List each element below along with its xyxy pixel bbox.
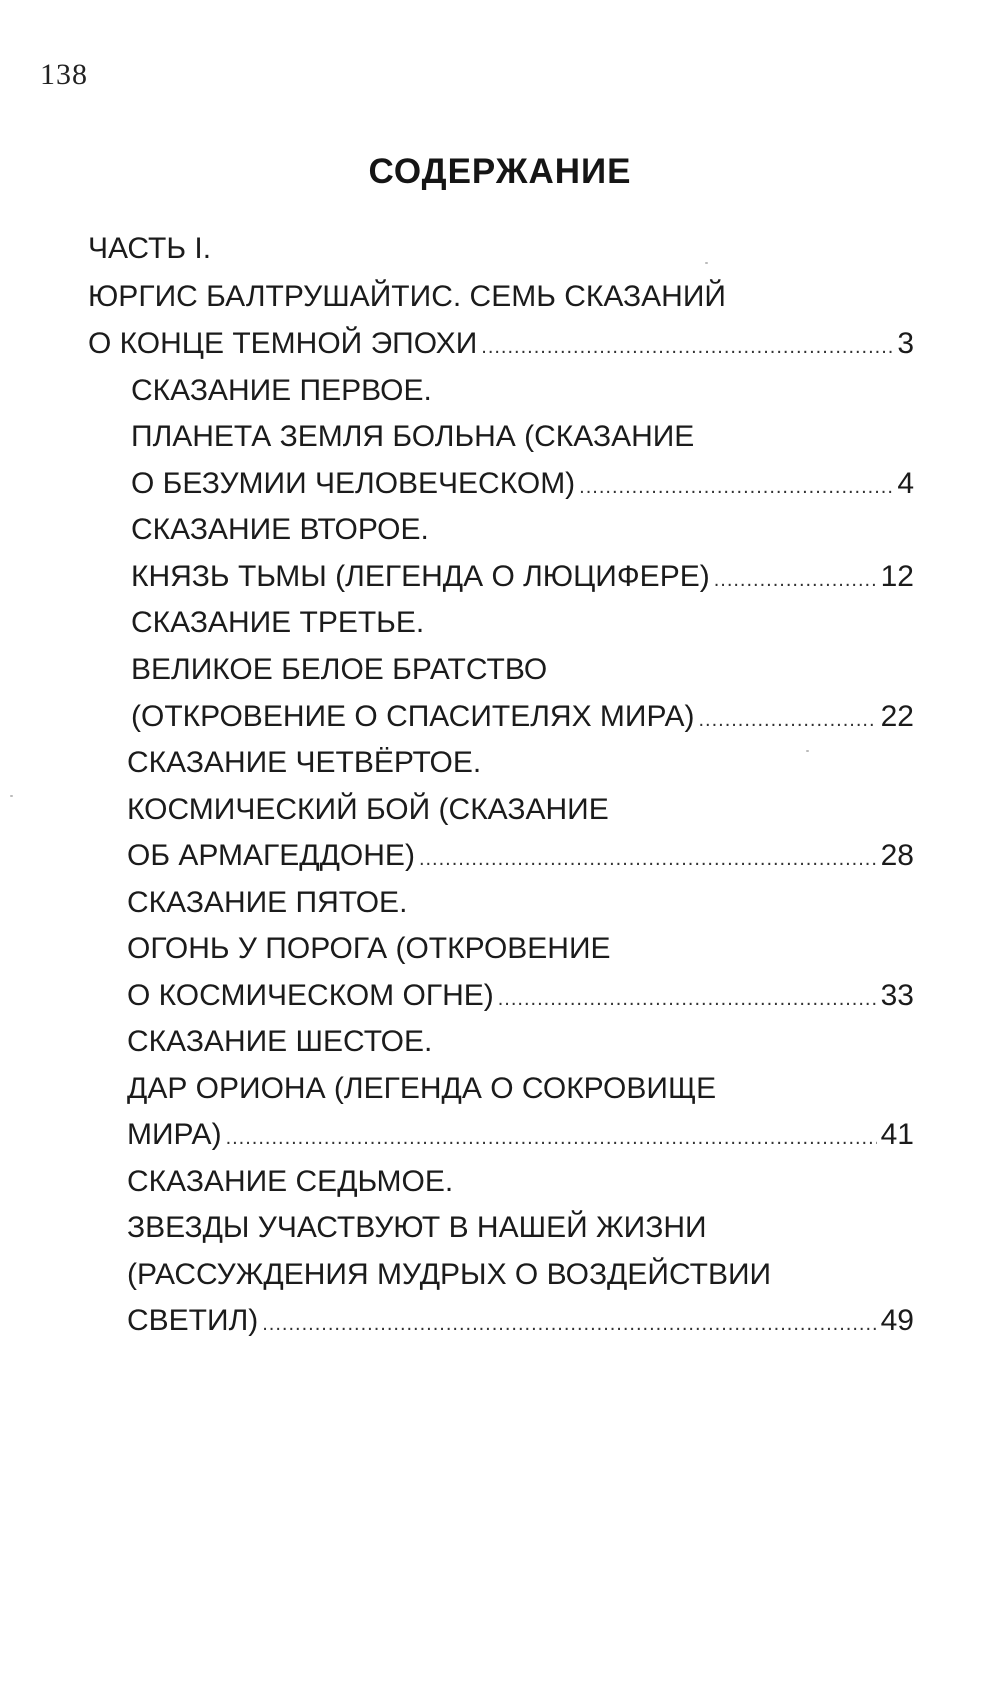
tale-heading-text: СКАЗАНИЕ ТРЕТЬЕ. — [131, 606, 425, 639]
toc-page-number: 49 — [880, 1304, 914, 1337]
toc-entry-text: КНЯЗЬ ТЬМЫ (ЛЕГЕНДА О ЛЮЦИФЕРЕ) — [131, 560, 710, 593]
tale-title-text: КОСМИЧЕСКИЙ БОЙ (СКАЗАНИЕ — [127, 793, 609, 826]
tale-heading-text: СКАЗАНИЕ ПЯТОЕ. — [127, 886, 408, 919]
toc-entry-text: (ОТКРОВЕНИЕ О СПАСИТЕЛЯХ МИРА) — [131, 700, 695, 733]
tale-heading-text: СКАЗАНИЕ ЧЕТВЁРТОЕ. — [127, 746, 482, 779]
tale-title-line — [127, 932, 914, 976]
dot-leader — [698, 709, 876, 732]
scan-speck — [705, 262, 708, 264]
part-label — [88, 232, 914, 276]
tale-title-line — [127, 1072, 914, 1116]
scan-speck — [10, 795, 13, 797]
toc-entry-text: О БЕЗУМИИ ЧЕЛОВЕЧЕСКОМ) — [131, 467, 576, 500]
tale-title-line — [131, 653, 914, 697]
toc-entry-tale-6[interactable] — [127, 1118, 914, 1162]
dot-leader — [498, 988, 877, 1011]
tale-heading — [127, 746, 914, 790]
tale-heading-text: СКАЗАНИЕ ВТОРОЕ. — [131, 513, 429, 546]
toc-page-number: 22 — [880, 700, 914, 733]
part-title-text: ЮРГИС БАЛТРУШАЙТИС. СЕМЬ СКАЗАНИЙ — [88, 280, 726, 313]
tale-heading-text: СКАЗАНИЕ ШЕСТОЕ. — [127, 1025, 433, 1058]
toc-entry-tale-3[interactable] — [131, 700, 914, 744]
tale-heading — [127, 1025, 914, 1069]
toc-page-number: 41 — [880, 1118, 914, 1151]
dot-leader — [579, 476, 893, 499]
tale-title-text: (РАССУЖДЕНИЯ МУДРЫХ О ВОЗДЕЙСТВИИ — [127, 1258, 772, 1291]
tale-heading — [127, 1165, 914, 1209]
part-title-line — [88, 280, 914, 324]
tale-title-text: ПЛАНЕТА ЗЕМЛЯ БОЛЬНА (СКАЗАНИЕ — [131, 420, 695, 453]
dot-leader — [262, 1313, 876, 1336]
tale-heading — [127, 886, 914, 930]
page-number: 138 — [40, 58, 88, 91]
toc-page-number: 28 — [880, 839, 914, 872]
tale-title-line — [127, 793, 914, 837]
toc-entry-text: О КОСМИЧЕСКОМ ОГНЕ) — [127, 979, 494, 1012]
part-label-text: ЧАСТЬ I. — [88, 232, 212, 265]
tale-title-line — [127, 1211, 914, 1255]
tale-title-text: ВЕЛИКОЕ БЕЛОЕ БРАТСТВО — [131, 653, 548, 686]
toc-entry-part[interactable] — [88, 327, 914, 371]
dot-leader — [714, 569, 877, 592]
toc-entry-tale-2[interactable] — [131, 560, 914, 604]
tale-title-text: ДАР ОРИОНА (ЛЕГЕНДА О СОКРОВИЩЕ — [127, 1072, 717, 1105]
toc-page-number: 33 — [880, 979, 914, 1012]
toc-entry-tale-7[interactable] — [127, 1304, 914, 1348]
toc-entry-text: СВЕТИЛ) — [127, 1304, 259, 1337]
tale-title-text: ЗВЕЗДЫ УЧАСТВУЮТ В НАШЕЙ ЖИЗНИ — [127, 1211, 707, 1244]
toc-entry-text: О КОНЦЕ ТЕМНОЙ ЭПОХИ — [88, 327, 478, 360]
tale-heading — [131, 374, 914, 418]
toc-entry-tale-4[interactable] — [127, 839, 914, 883]
tale-title-text: ОГОНЬ У ПОРОГА (ОТКРОВЕНИЕ — [127, 932, 611, 965]
dot-leader — [419, 848, 877, 871]
toc-entry-tale-1[interactable] — [131, 467, 914, 511]
toc-entry-text: МИРА) — [127, 1118, 222, 1151]
toc-page-number: 4 — [897, 467, 914, 500]
dot-leader — [481, 336, 893, 359]
tale-title-line — [127, 1258, 914, 1302]
toc-page-number: 3 — [897, 327, 914, 360]
toc-page-number: 12 — [880, 560, 914, 593]
toc-entry-text: ОБ АРМАГЕДДОНЕ) — [127, 839, 415, 872]
toc-entry-tale-5[interactable] — [127, 979, 914, 1023]
tale-heading — [131, 513, 914, 557]
scan-speck — [806, 750, 809, 752]
tale-heading-text: СКАЗАНИЕ СЕДЬМОЕ. — [127, 1165, 454, 1198]
tale-heading-text: СКАЗАНИЕ ПЕРВОЕ. — [131, 374, 432, 407]
tale-title-line — [131, 420, 914, 464]
page-title: СОДЕРЖАНИЕ — [368, 152, 632, 191]
tale-heading — [131, 606, 914, 650]
dot-leader — [226, 1127, 877, 1150]
